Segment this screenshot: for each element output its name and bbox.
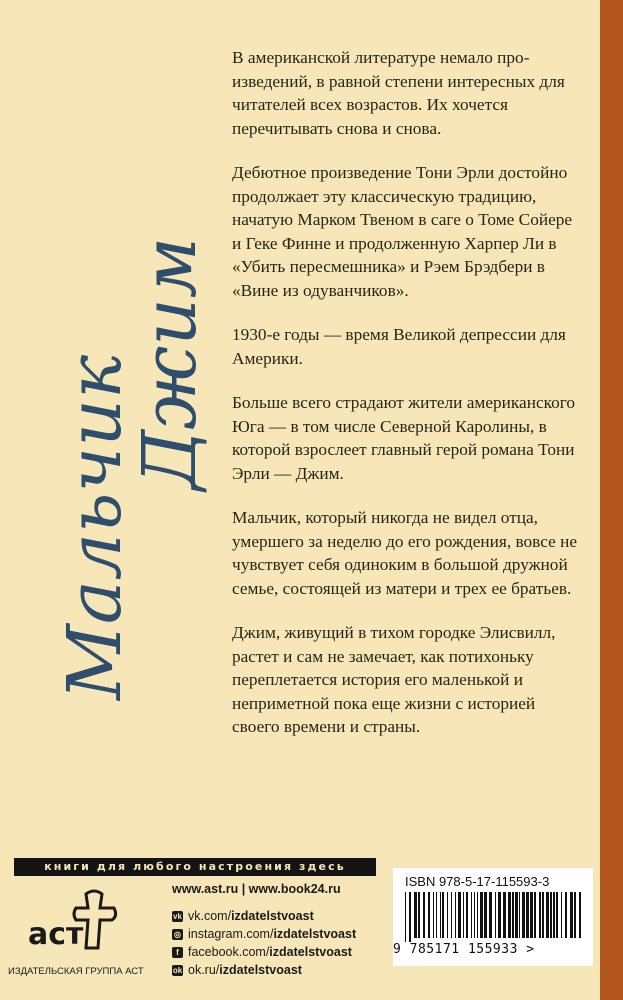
book-title (0, 60, 210, 840)
barcode-bar (574, 892, 576, 938)
barcode-bar (409, 892, 411, 942)
barcode-icon (403, 892, 583, 942)
link-handle: izdatelstvoast (219, 963, 302, 977)
barcode-bar (405, 892, 406, 942)
publisher-caption: ИЗДАТЕЛЬСКАЯ ГРУППА АСТ (8, 966, 144, 977)
barcode-bar (526, 892, 529, 938)
social-links (172, 907, 402, 979)
book-title-svg (0, 60, 210, 840)
barcode-bar (508, 892, 511, 938)
barcode-bar (534, 892, 536, 938)
barcode-bar (471, 892, 472, 938)
link-handle: izdatelstvoast (269, 945, 352, 959)
barcode-bar (530, 892, 533, 938)
ast-logo-icon (24, 886, 120, 958)
barcode-bar (451, 892, 452, 938)
barcode-bar (579, 892, 581, 938)
slogan-banner: книги для любого настроения здесь (14, 858, 376, 876)
barcode-bar (498, 892, 501, 938)
barcode-bar (565, 892, 567, 938)
paragraph: В американской литературе немало произведений, в равной степени интересных для читателей всех возрастов. Их хочется перечитывать снова и снова. (232, 48, 565, 138)
title-line-1: Мальчик (52, 354, 138, 700)
barcode-bar (418, 892, 420, 938)
logo-text: аст (28, 917, 84, 952)
ean-digits: 9 785171 155933 > (393, 942, 535, 957)
barcode-bar (458, 892, 461, 938)
paragraph: Больше всего страдают жители американского Юга — в том числе Северной Каролины, в которой взрослеет главный герой романа Тони Эрли — Джим. (232, 393, 576, 483)
barcode-bar (436, 892, 437, 938)
paragraph: Дебютное произведение Тони Эрли достойно продолжает эту классическую традицию, начатую Марком Твеном в саге о Томе Сойере и Геке Финне и продолженную Харпер Ли в «Убить пересмешника» и Рэем Брэдбери в «Вине из одуванчиков». (232, 163, 573, 300)
barcode-bar (442, 892, 444, 938)
barcode-bar (512, 892, 514, 938)
social-link-instagram[interactable] (172, 925, 402, 943)
barcode-bar (553, 892, 555, 938)
barcode-bar (474, 892, 475, 938)
publisher-logo (24, 886, 120, 958)
link-handle: izdatelstvoast (273, 927, 357, 941)
ok-icon: ok (172, 965, 183, 975)
paragraph: Мальчик, который никогда не видел отца, умершего за неделю до его рождения, вовсе не чувствует себя одиноким в большой дружной семье, состоящей из матери и трех ее братьев. (232, 508, 577, 598)
spine-stripe (600, 0, 623, 1000)
vk-icon: vk (173, 911, 182, 921)
barcode-bar (477, 892, 478, 938)
link-handle: izdatelstvoast (231, 909, 314, 923)
isbn-label: ISBN 978-5-17-115593-3 (405, 874, 550, 889)
social-link-facebook[interactable] (172, 943, 402, 961)
facebook-icon: f (172, 947, 183, 958)
social-link-vk[interactable] (172, 907, 402, 925)
barcode-bar (550, 892, 552, 938)
barcode-bar (480, 892, 483, 938)
annotation-text (232, 46, 584, 760)
barcode-bar (495, 892, 496, 938)
barcode-bar (455, 892, 456, 938)
barcode-bar (428, 892, 430, 938)
barcode-bar (447, 892, 448, 938)
barcode-bar (489, 892, 492, 938)
barcode-bar (423, 892, 425, 938)
barcode-bar (484, 892, 487, 938)
link-prefix: vk.com/ (188, 909, 232, 923)
barcode-bar (539, 892, 541, 938)
websites[interactable]: www.ast.ru | www.book24.ru (172, 882, 341, 896)
link-prefix: ok.ru/ (188, 963, 220, 977)
title-line-2: Джим (127, 236, 210, 490)
paragraph: Джим, живущий в тихом городке Элисвилл, растет и сам не замечает, как потихоньку переплетается история его маленькой и неприметной пока еще жизни с историей своего времени и страны. (232, 623, 556, 736)
link-prefix: facebook.com/ (188, 945, 270, 959)
barcode-bar (440, 892, 441, 938)
isbn-block (393, 868, 593, 966)
barcode-bar (433, 892, 434, 938)
barcode-bar (515, 892, 518, 938)
barcode-bar (463, 892, 464, 938)
barcode-bar (414, 892, 417, 938)
barcode-bar (556, 892, 558, 938)
barcode-bar (561, 892, 562, 938)
barcode-bar (546, 892, 549, 938)
barcode-bar (503, 892, 506, 938)
barcode-bar (466, 892, 468, 938)
barcode-bar (522, 892, 525, 938)
instagram-icon: ◎ (172, 929, 183, 940)
barcode-bar (570, 892, 573, 938)
social-link-ok[interactable] (172, 961, 402, 979)
link-prefix: instagram.com/ (188, 927, 274, 941)
barcode-bar (519, 892, 520, 938)
barcode-bar (542, 892, 544, 938)
paragraph: 1930-е годы — время Великой депрессии для Америки. (232, 325, 566, 368)
